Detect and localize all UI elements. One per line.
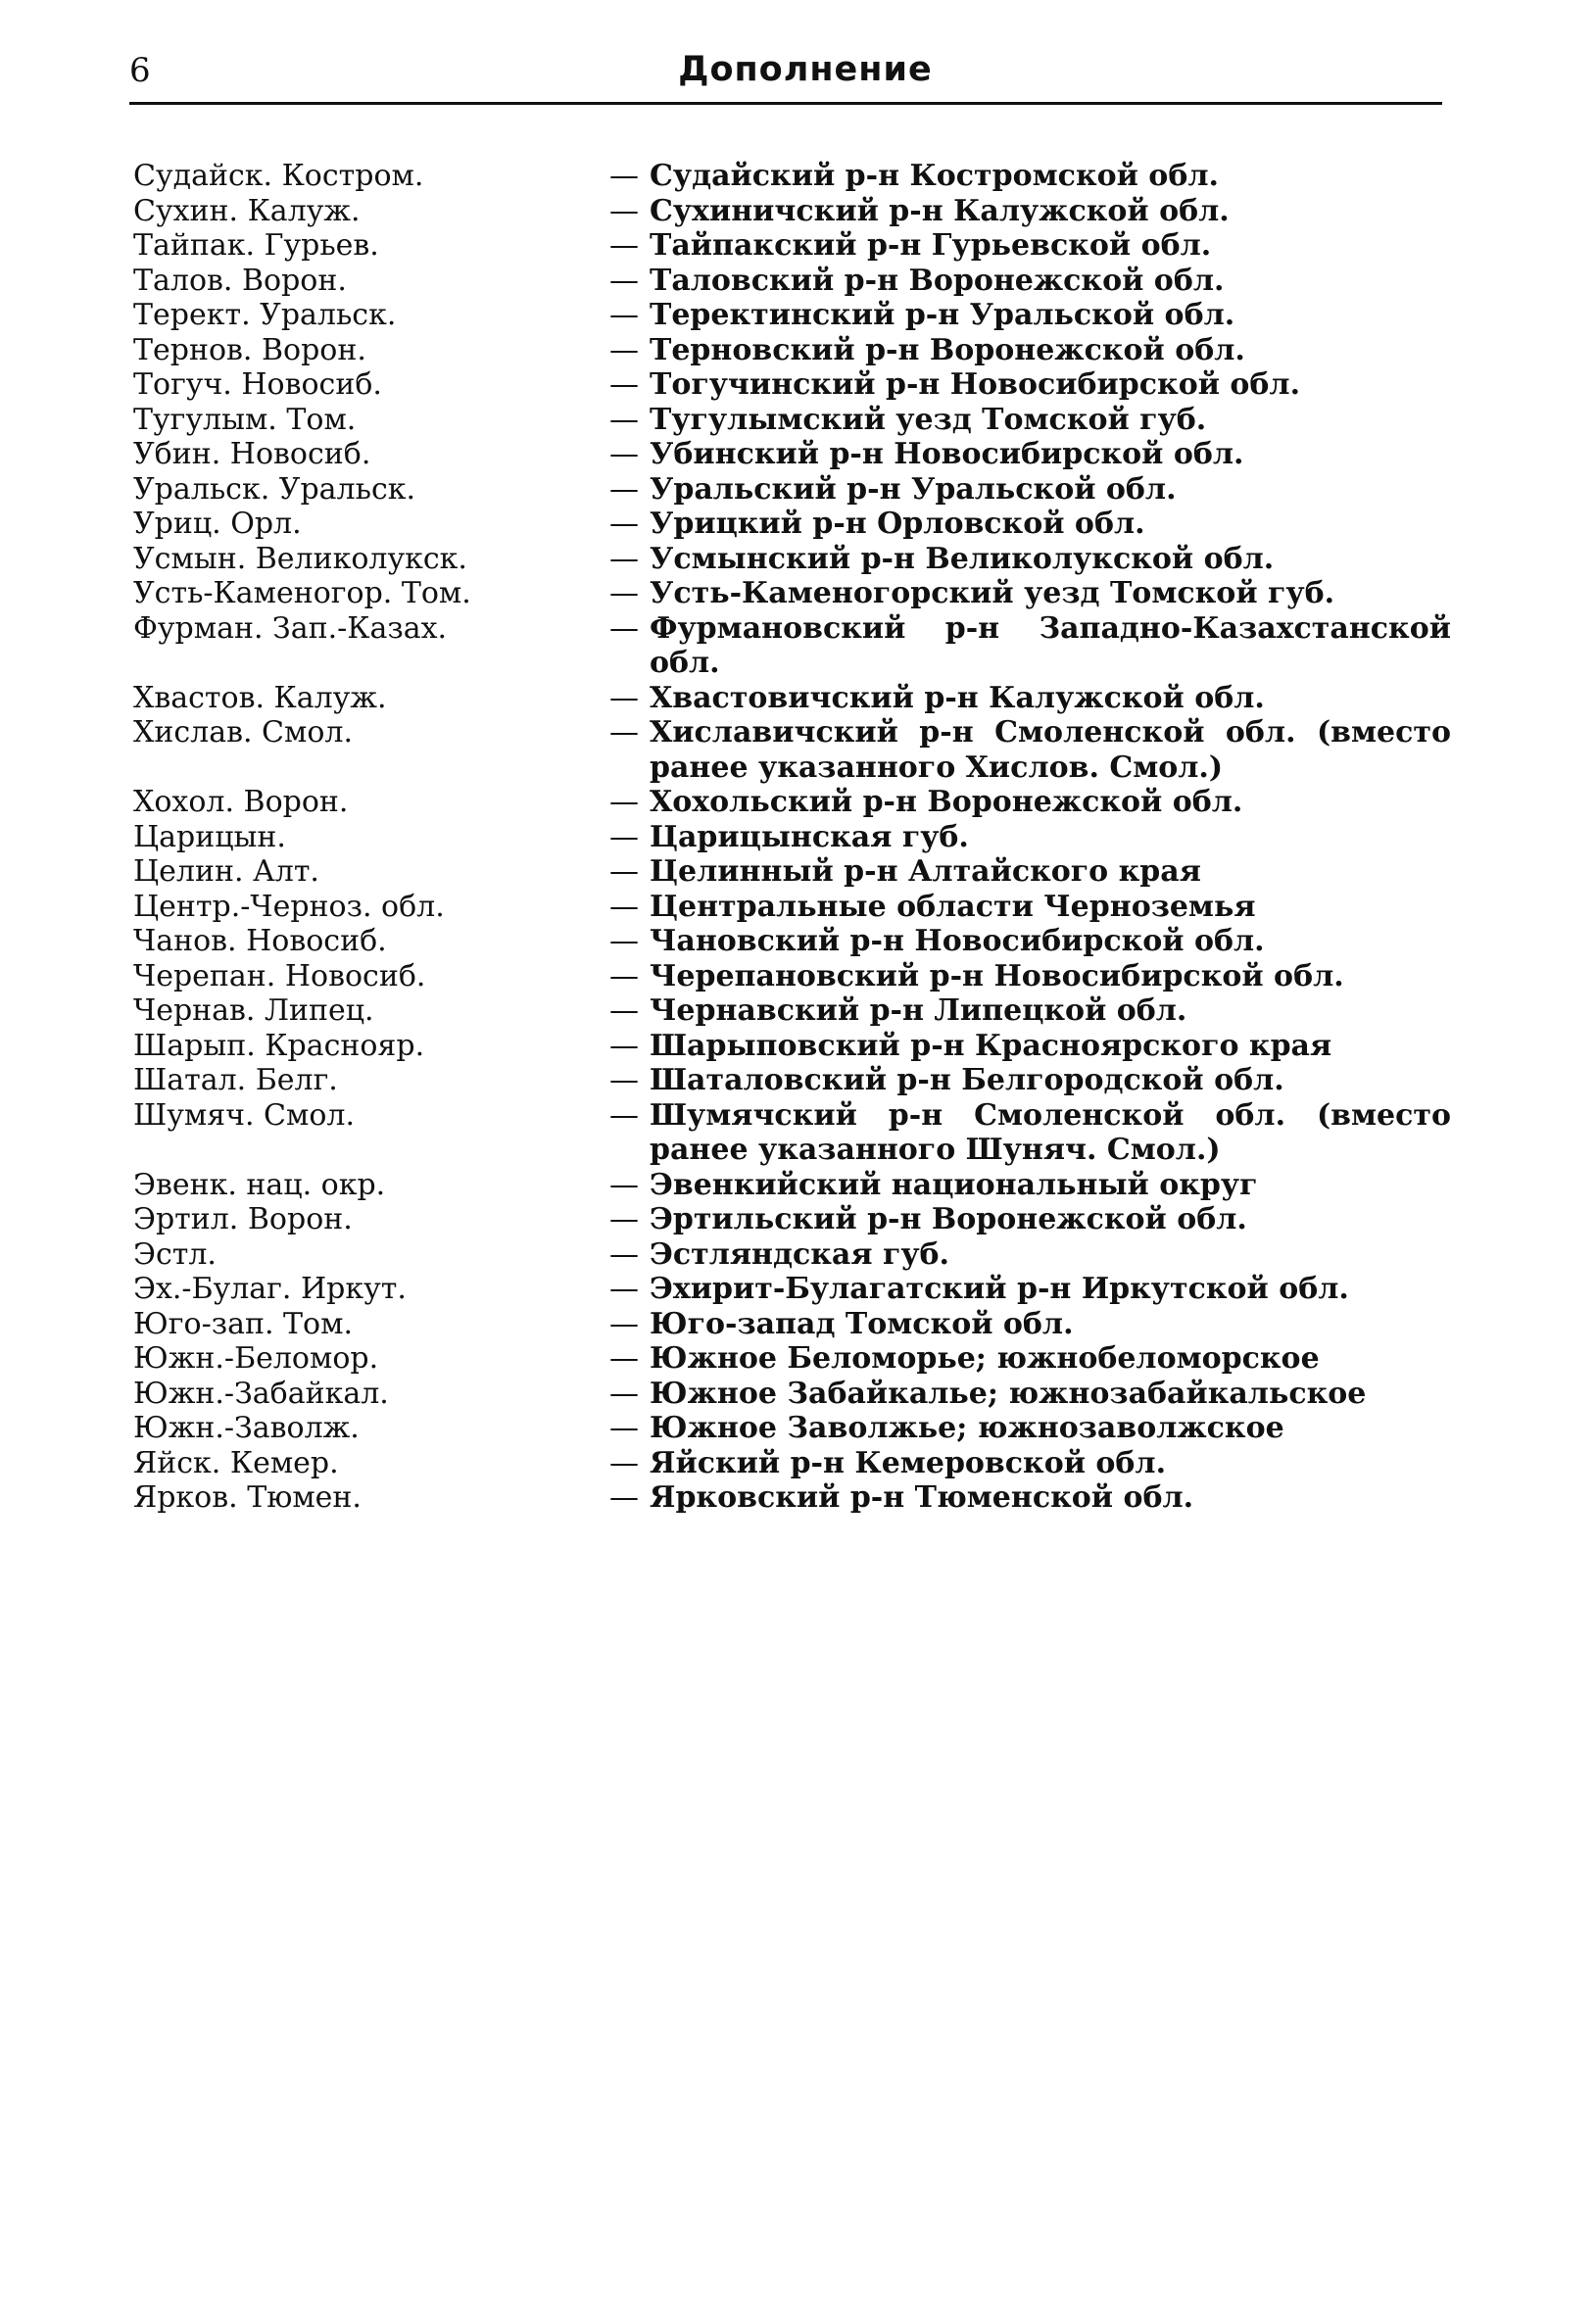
expansion: Южное Забайкалье; южнозабайкальское: [650, 1376, 1367, 1411]
list-item: [133, 715, 1451, 785]
entry-separator: —: [609, 819, 639, 854]
expansion: Сухиничский р-н Калужской обл.: [650, 193, 1230, 228]
expansion: Терновский р-н Воронежской обл.: [650, 332, 1245, 367]
expansion: Эртильский р-н Воронежской обл.: [650, 1202, 1247, 1236]
entry-separator: —: [609, 193, 639, 228]
expansion: Тугулымский уезд Томской губ.: [650, 402, 1207, 437]
expansion: Усмынский р-н Великолукской обл.: [650, 541, 1275, 576]
entry-separator: —: [609, 228, 639, 263]
expansion: Южное Беломорье; южнобеломорское: [650, 1341, 1320, 1376]
abbreviation: Эртил. Ворон.: [133, 1202, 353, 1236]
expansion: Центральные области Черноземья: [650, 889, 1256, 924]
expansion: Эстляндская губ.: [650, 1236, 950, 1272]
abbreviation: Чернав. Липец.: [133, 993, 374, 1028]
abbreviation: Судайск. Костром.: [133, 159, 424, 193]
list-item: [133, 890, 1451, 925]
expansion: Южное Заволжье; южнозаволжское: [650, 1411, 1284, 1445]
entry-separator: —: [609, 367, 639, 402]
entry-separator: —: [609, 1272, 639, 1306]
abbreviation: Эстл.: [133, 1236, 217, 1272]
abbreviation: Усмын. Великолукск.: [133, 541, 467, 576]
abbreviation: Тогуч. Новосиб.: [133, 367, 382, 402]
abbreviation: Убин. Новосиб.: [133, 437, 371, 471]
expansion: Таловский р-н Воронежской обл.: [650, 263, 1225, 298]
entry-separator: —: [609, 576, 639, 610]
expansion: Черепановский р-н Новосибирской обл.: [650, 958, 1344, 993]
entry-separator: —: [609, 1445, 639, 1480]
page-number: 6: [129, 51, 151, 90]
entry-separator: —: [609, 1167, 639, 1202]
abbreviation: Тернов. Ворон.: [133, 332, 366, 367]
list-item: [133, 681, 1451, 716]
expansion: Чернавский р-н Липецкой обл.: [650, 993, 1187, 1028]
entry-separator: —: [609, 1306, 639, 1341]
expansion: Целинный р-н Алтайского края: [650, 854, 1201, 889]
entry-separator: —: [609, 680, 639, 715]
header-rule: [129, 102, 1442, 105]
entry-separator: —: [609, 263, 639, 298]
expansion: Урицкий р-н Орловской обл.: [650, 507, 1145, 541]
expansion: Тогучинский р-н Новосибирской обл.: [650, 367, 1301, 402]
entry-separator: —: [609, 1376, 639, 1411]
list-item: [133, 1341, 1451, 1377]
expansion: Хвастовичский р-н Калужской обл.: [650, 680, 1265, 715]
abbreviation: Целин. Алт.: [133, 854, 319, 889]
list-item: [133, 1377, 1451, 1412]
list-item: [133, 611, 1451, 681]
abbreviation: Уриц. Орл.: [133, 507, 302, 541]
abbreviation: Черепан. Новосиб.: [133, 958, 426, 993]
abbreviation: Терект. Уральск.: [133, 298, 397, 332]
abbreviation: Шарып. Краснояр.: [133, 1028, 425, 1063]
abbreviation: Южн.-Забайкал.: [133, 1376, 389, 1411]
abbreviation: Яйск. Кемер.: [133, 1445, 339, 1480]
list-item: [133, 1168, 1451, 1203]
list-item: [133, 333, 1451, 368]
entry-separator: —: [609, 1341, 639, 1376]
page-header: [129, 47, 1442, 96]
expansion: Теректинский р-н Уральской обл.: [650, 298, 1235, 332]
list-item: [133, 993, 1451, 1029]
expansion: Убинский р-н Новосибирской обл.: [650, 437, 1244, 471]
abbreviation: Сухин. Калуж.: [133, 193, 361, 228]
abbreviation: Южн.-Заволж.: [133, 1411, 360, 1445]
list-item: [133, 194, 1451, 229]
abbreviation: Южн.-Беломор.: [133, 1341, 379, 1376]
list-item: [133, 1307, 1451, 1342]
abbreviation: Тайпак. Гурьев.: [133, 228, 379, 263]
entry-separator: —: [609, 541, 639, 576]
entry-separator: —: [609, 402, 639, 437]
list-item: [133, 785, 1451, 820]
list-item: [133, 1098, 1451, 1168]
abbreviation: Хвастов. Калуж.: [133, 680, 387, 715]
list-item: [133, 1029, 1451, 1064]
abbreviation: Хислав. Смол.: [133, 715, 354, 750]
abbreviation: Уральск. Уральск.: [133, 471, 416, 507]
expansion: Шумячский р-н Смоленской обл. (вместо ранее указанного Шуняч. Смол.): [650, 1097, 1451, 1167]
entry-separator: —: [609, 1480, 639, 1515]
entry-separator: —: [609, 471, 639, 507]
list-item: [133, 298, 1451, 333]
expansion: Шаталовский р-н Белгородской обл.: [650, 1063, 1284, 1097]
abbreviation-list: [133, 159, 1451, 1516]
expansion: Чановский р-н Новосибирской обл.: [650, 924, 1265, 958]
expansion: Фурмановский р-н Западно-Казахстанской обл.: [650, 610, 1451, 680]
list-item: [133, 367, 1451, 403]
list-item: [133, 1272, 1451, 1307]
list-item: [133, 1446, 1451, 1481]
entry-separator: —: [609, 159, 639, 193]
abbreviation: Талов. Ворон.: [133, 263, 347, 298]
abbreviation: Шатал. Белг.: [133, 1063, 338, 1097]
list-item: [133, 264, 1451, 299]
expansion: Шарыповский р-н Красноярского края: [650, 1028, 1332, 1063]
expansion: Усть-Каменогорский уезд Томской губ.: [650, 576, 1335, 610]
abbreviation: Ярков. Тюмен.: [133, 1480, 362, 1515]
abbreviation: Центр.-Черноз. обл.: [133, 889, 445, 924]
expansion: Уральский р-н Уральской обл.: [650, 471, 1177, 507]
abbreviation: Юго-зап. Том.: [133, 1306, 353, 1341]
list-item: [133, 507, 1451, 542]
abbreviation: Усть-Каменогор. Том.: [133, 576, 471, 610]
expansion: Яйский р-н Кемеровской обл.: [650, 1445, 1167, 1480]
abbreviation: Эх.-Булаг. Иркут.: [133, 1272, 407, 1306]
list-item: [133, 1411, 1451, 1446]
entry-separator: —: [609, 785, 639, 819]
expansion: Эвенкийский национальный округ: [650, 1167, 1258, 1202]
abbreviation: Чанов. Новосиб.: [133, 924, 387, 958]
expansion: Хиславичский р-н Смоленской обл. (вместо ранее указанного Хислов. Смол.): [650, 715, 1451, 785]
entry-separator: —: [609, 993, 639, 1028]
entry-separator: —: [609, 1202, 639, 1236]
entry-separator: —: [609, 958, 639, 993]
expansion: Хохольский р-н Воронежской обл.: [650, 785, 1243, 819]
entry-separator: —: [609, 1236, 639, 1272]
entry-separator: —: [609, 507, 639, 541]
expansion: Тайпакский р-н Гурьевской обл.: [650, 228, 1212, 263]
entry-separator: —: [609, 1097, 639, 1133]
list-item: [133, 437, 1451, 472]
list-item: [133, 1063, 1451, 1098]
list-item: [133, 924, 1451, 959]
list-item: [133, 959, 1451, 994]
entry-separator: —: [609, 854, 639, 889]
list-item: [133, 403, 1451, 438]
list-item: [133, 820, 1451, 855]
entry-separator: —: [609, 437, 639, 471]
entry-separator: —: [609, 715, 639, 750]
entry-separator: —: [609, 1028, 639, 1063]
list-item: [133, 542, 1451, 577]
entry-separator: —: [609, 332, 639, 367]
abbreviation: Тугулым. Том.: [133, 402, 357, 437]
expansion: Ярковский р-н Тюменской обл.: [650, 1480, 1194, 1515]
entry-separator: —: [609, 298, 639, 332]
list-item: [133, 228, 1451, 264]
entry-separator: —: [609, 889, 639, 924]
expansion: Юго-запад Томской обл.: [650, 1306, 1074, 1341]
entry-separator: —: [609, 610, 639, 646]
list-item: [133, 854, 1451, 890]
abbreviation: Хохол. Ворон.: [133, 785, 349, 819]
entry-separator: —: [609, 924, 639, 958]
abbreviation: Царицын.: [133, 819, 286, 854]
expansion: Судайский р-н Костромской обл.: [650, 159, 1219, 193]
entry-separator: —: [609, 1411, 639, 1445]
expansion: Царицынская губ.: [650, 819, 969, 854]
entry-separator: —: [609, 1063, 639, 1097]
page-title: Дополнение: [678, 50, 933, 89]
list-item: [133, 576, 1451, 611]
list-item: [133, 1237, 1451, 1273]
abbreviation: Эвенк. нац. окр.: [133, 1167, 386, 1202]
expansion: Эхирит-Булагатский р-н Иркутской обл.: [650, 1272, 1349, 1306]
list-item: [133, 159, 1451, 194]
abbreviation: Шумяч. Смол.: [133, 1097, 355, 1133]
list-item: [133, 472, 1451, 508]
list-item: [133, 1480, 1451, 1516]
abbreviation: Фурман. Зап.-Казах.: [133, 610, 448, 646]
list-item: [133, 1202, 1451, 1237]
